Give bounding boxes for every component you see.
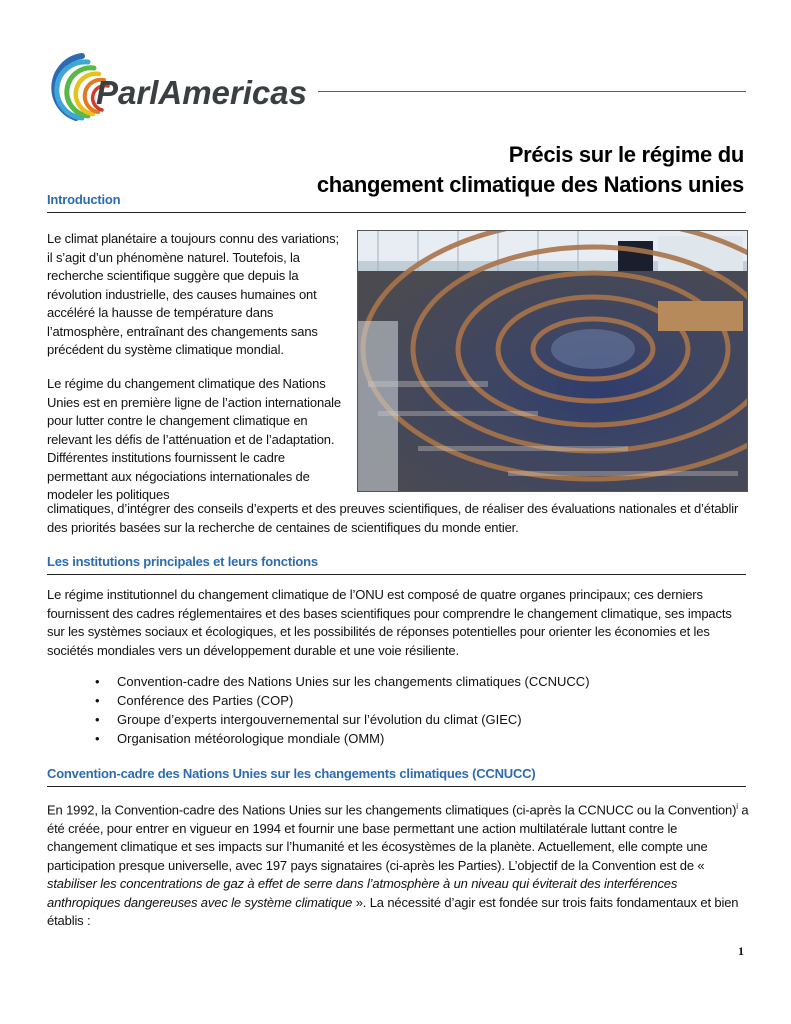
intro-paragraph-2-part-1: Le régime du changement climatique des Nations Unies est en première ligne de l’action internationale pour lutter contre le changement climatique en relevant les défis de l’atténuation et de l’adaptation. Différentes institutions fournissent le cadre permettant aux négociations internationales de modeler les politiques [47,376,341,502]
title-line-1: Précis sur le régime du [508,142,744,167]
section-heading-institutions: Les institutions principales et leurs fonctions [47,554,746,575]
intro-paragraph-1: Le climat planétaire a toujours connu des variations; il s’agit d’un phénomène naturel. Toutefois, la recherche scientifique suggère que depuis la révolution industrielle, des causes humaines ont accéléré la hausse de température dans l’atmosphère, entraînant des changements sans précédent du système climatique mondial. [47,231,339,357]
conference-hall-image-icon [358,231,747,491]
parlamericas-logo [38,50,308,122]
ccnucc-text-a: En 1992, la Convention-cadre des Nations Unies sur les changements climatiques (ci-après la CCNUCC ou la Convention) [47,802,737,818]
list-item: • Organisation météorologique mondiale (OMM) [95,729,590,748]
ccnucc-paragraph [47,798,749,931]
institutions-paragraph: Le régime institutionnel du changement climatique de l’ONU est composé de quatre organes principaux; ces derniers fournissent des cadres réglementaires et des bases scientifiques pour comprendre le changement climatique, ses impacts sur les systèmes sociaux et écologiques, et les possibilités de réponses potentielles pour orienter les économies et les sociétés mondiales vers un développement durable et une voie résiliente. [47,587,732,658]
ccnucc-text-b: a été créée, pour entrer en vigueur en 1994 et fournir une base permettant une action multilatérale luttant contre le changement climatique et ses impacts sur l’humanité et les écosystèmes de la planète. Actuellement, elle compte une participation presque universelle, avec 197 pays signataires (ci-après les Parties). L’objectif de la Convention est de « [47,802,749,873]
section-heading-introduction: Introduction [47,192,746,213]
section-heading-ccnucc: Convention-cadre des Nations Unies sur les changements climatiques (CCNUCC) [47,766,746,787]
intro-paragraph-2-part-2: climatiques, d’intégrer des conseils d’experts et des preuves scientifiques, de réaliser des évaluations nationales et d’établir des priorités basées sur la recherche de centaines de scientifiques du monde entier. [47,501,739,535]
list-item: • Convention-cadre des Nations Unies sur les changements climatiques (CCNUCC) [95,672,590,691]
footnote-ref[interactable]: i [736,802,738,811]
list-item: • Conférence des Parties (COP) [95,691,590,710]
logo-arcs-icon [38,50,308,122]
page-number: 1 [738,944,744,958]
ccnucc-text-c: ». La nécessité d’agir est fondée sur trois faits fondamentaux et bien établis : [47,894,739,929]
institutions-list [95,672,590,748]
page-title [317,140,744,200]
logo-text: ParlAmericas [96,74,307,111]
title-line-2: changement climatique des Nations unies [316,172,744,197]
un-assembly-photo [357,230,748,492]
header-rule [318,91,746,92]
list-item: • Groupe d’experts intergouvernemental sur l’évolution du climat (GIEC) [95,710,590,729]
ccnucc-objective-quote: stabiliser les concentrations de gaz à effet de serre dans l’atmosphère à un niveau qui éviterait des interférences anthropiques dangereuses avec le système climatique [47,876,678,910]
